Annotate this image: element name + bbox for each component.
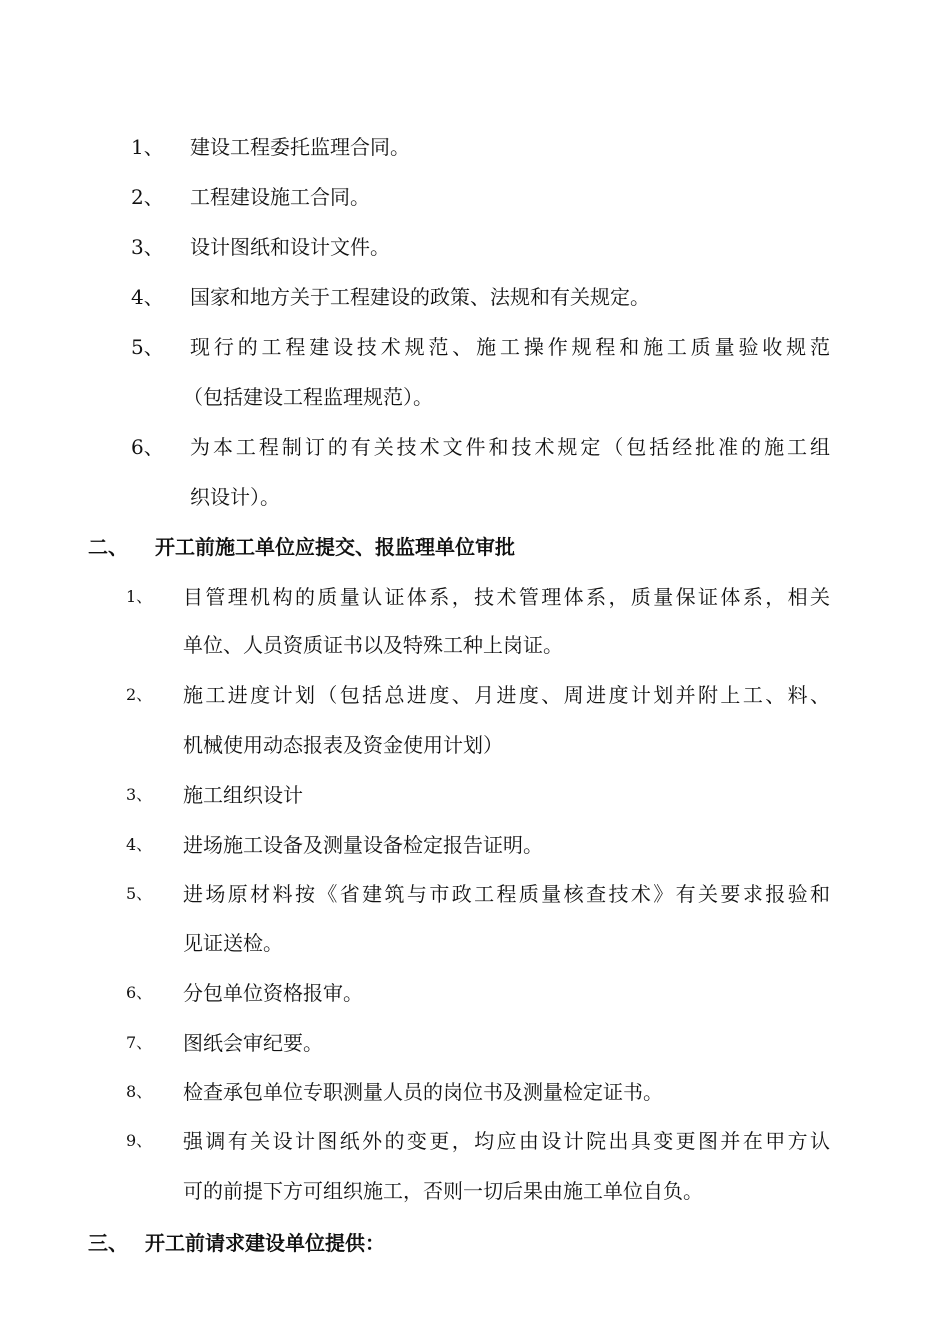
list-item <box>0 1072 950 1112</box>
item-number: 5、 <box>131 335 164 359</box>
item-text: 进场施工设备及测量设备检定报告证明。 <box>183 833 543 857</box>
list-item <box>0 1121 950 1161</box>
item-text-continued: 机械使用动态报表及资金使用计划） <box>183 733 503 757</box>
item-number: 2、 <box>131 185 164 209</box>
section-title: 开工前请求建设单位提供： <box>145 1231 385 1255</box>
list-item <box>0 177 950 217</box>
list-item <box>0 127 950 167</box>
item-number: 4、 <box>126 835 153 854</box>
list-item <box>0 825 950 865</box>
item-text: 目管理机构的质量认证体系，技术管理体系，质量保证体系，相关 <box>183 585 830 609</box>
item-text: 强调有关设计图纸外的变更，均应由设计院出具变更图并在甲方认 <box>183 1129 830 1153</box>
list-item-continuation <box>0 1171 950 1211</box>
list-item-continuation <box>0 477 950 517</box>
item-text: 现行的工程建设技术规范、施工操作规程和施工质量验收规范 <box>190 335 830 359</box>
item-text: 建设工程委托监理合同。 <box>190 135 410 159</box>
list-item <box>0 973 950 1013</box>
list-item <box>0 277 950 317</box>
list-item <box>0 874 950 914</box>
list-item <box>0 1023 950 1063</box>
item-text: 检查承包单位专职测量人员的岗位书及测量检定证书。 <box>183 1080 663 1104</box>
item-number: 8、 <box>126 1082 153 1101</box>
item-number: 6、 <box>131 435 164 459</box>
section-number: 二、 <box>88 535 128 559</box>
item-number: 4、 <box>131 285 164 309</box>
item-text-continued: 见证送检。 <box>183 931 283 955</box>
list-item <box>0 775 950 815</box>
list-item <box>0 227 950 267</box>
item-text: 施工进度计划（包括总进度、月进度、周进度计划并附上工、料、 <box>183 683 830 707</box>
list-item <box>0 577 950 617</box>
item-text: 进场原材料按《省建筑与市政工程质量核查技术》有关要求报验和 <box>183 882 830 906</box>
item-text-continued: （包括建设工程监理规范）。 <box>183 385 433 409</box>
list-item-continuation <box>0 923 950 963</box>
item-text-continued: 可的前提下方可组织施工，否则一切后果由施工单位自负。 <box>183 1179 703 1203</box>
item-number: 9、 <box>126 1131 153 1150</box>
list-item-continuation <box>0 377 950 417</box>
section-heading <box>0 1223 950 1263</box>
item-text: 施工组织设计 <box>183 783 303 807</box>
item-text: 国家和地方关于工程建设的政策、法规和有关规定。 <box>190 285 650 309</box>
item-number: 1、 <box>126 587 153 606</box>
item-text: 图纸会审纪要。 <box>183 1031 323 1055</box>
section-heading <box>0 527 950 567</box>
item-text-continued: 织设计）。 <box>190 485 280 509</box>
item-number: 2、 <box>126 685 153 704</box>
list-item <box>0 427 950 467</box>
list-item <box>0 675 950 715</box>
item-text: 设计图纸和设计文件。 <box>190 235 390 259</box>
section-title: 开工前施工单位应提交、报监理单位审批 <box>155 535 515 559</box>
section-number: 三、 <box>88 1231 128 1255</box>
item-number: 3、 <box>126 785 153 804</box>
item-text: 分包单位资格报审。 <box>183 981 363 1005</box>
item-text: 为本工程制订的有关技术文件和技术规定（包括经批准的施工组 <box>190 435 830 459</box>
item-number: 7、 <box>126 1033 153 1052</box>
item-text-continued: 单位、人员资质证书以及特殊工种上岗证。 <box>183 633 563 657</box>
item-number: 5、 <box>126 884 153 903</box>
item-number: 6、 <box>126 983 153 1002</box>
item-number: 3、 <box>131 235 164 259</box>
item-text: 工程建设施工合同。 <box>190 185 370 209</box>
item-number: 1、 <box>131 135 164 159</box>
list-item-continuation <box>0 625 950 665</box>
list-item-continuation <box>0 725 950 765</box>
list-item <box>0 327 950 367</box>
